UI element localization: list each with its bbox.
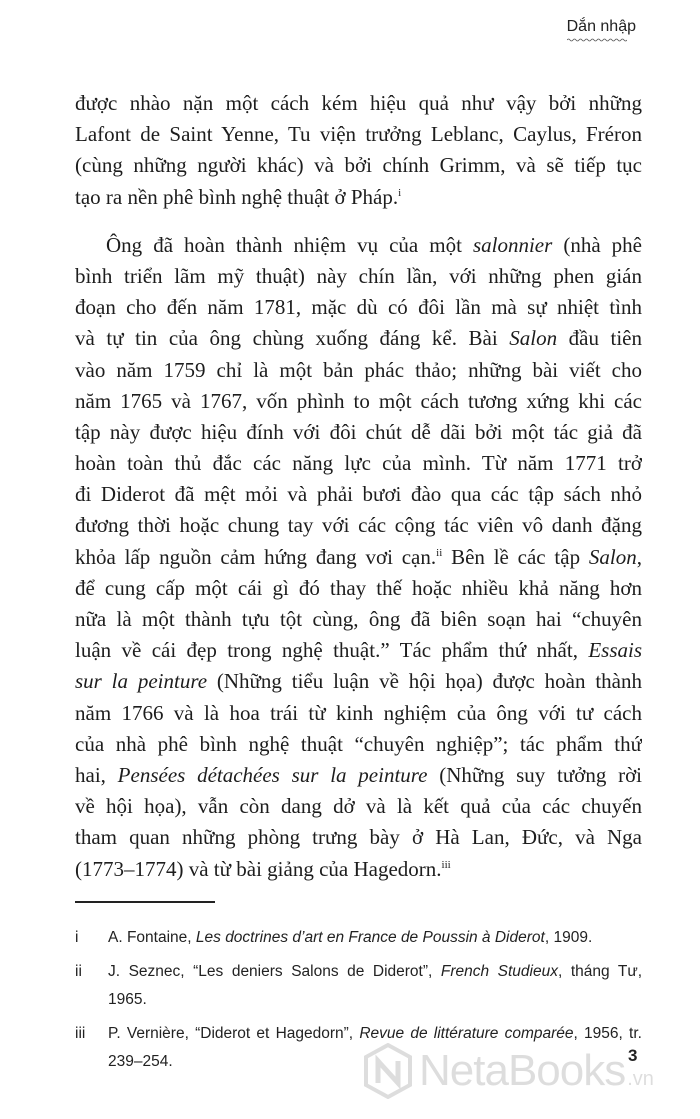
footnote-marker: i — [75, 929, 79, 946]
text-line — [75, 182, 642, 213]
text-run: Ông đã hoàn thành nhiệm vụ của một — [106, 232, 473, 257]
text-run: (Những suy tưởng rời — [427, 762, 642, 787]
text-line — [75, 88, 642, 119]
text-run: Bên lề các tập — [442, 544, 589, 569]
watermark-brand: NetaBooks — [419, 1046, 626, 1095]
text-run: để cung cấp một cái gì đó thay thế hoặc nhiều khả năng hơn — [75, 575, 642, 600]
text-run: hoàn toàn thủ đắc các năng lực của mình. Từ năm 1771 trở — [75, 451, 642, 476]
text-run: (nhà phê — [552, 232, 642, 257]
text-line — [75, 292, 642, 323]
text-run: tạo ra nền phê bình nghệ thuật ở Pháp. — [75, 184, 399, 209]
footnote-text — [108, 958, 642, 1014]
text-run: J. Seznec, “Les deniers Salons de Diderot”, — [108, 963, 441, 980]
text-line — [75, 791, 642, 822]
italic-text: salonnier — [472, 232, 553, 257]
text-run: P. Vernière, “Diderot et Hagedorn”, — [108, 1025, 360, 1042]
text-run: năm 1765 và 1767, vốn phình to một cách tương xứng khi các — [75, 388, 642, 413]
footnote-ref: i — [398, 186, 402, 199]
footnote — [75, 958, 642, 1014]
text-run: về hội họa), vẫn còn dang dở và là kết quả của các chuyến — [75, 794, 642, 819]
text-line — [75, 261, 642, 292]
text-run: (cùng những người khác) và bởi chính Grimm, và sẽ tiếp tục — [75, 153, 642, 178]
text-run: vào năm 1759 chỉ là một bản phác thảo; những bài viết cho — [75, 357, 642, 382]
text-run: , — [636, 544, 642, 569]
text-line — [75, 729, 642, 760]
text-run: được nhào nặn một cách kém hiệu quả như vậy bởi những — [75, 91, 642, 115]
text-line — [75, 510, 642, 541]
italic-text: Salon — [588, 544, 637, 569]
text-run: đoạn cho đến năm 1781, mặc dù có đôi lần mà sự nhiệt tình — [75, 295, 642, 320]
text-line — [75, 854, 642, 885]
text-run: , 1956, tr. 239–254. — [108, 1025, 642, 1070]
italic-text: Les doctrines d’art en France de Poussin à Diderot — [195, 929, 545, 946]
text-run: bình triển lãm mỹ thuật) này chín lần, với những phen gián — [75, 263, 642, 288]
footnote — [75, 924, 642, 952]
text-line — [75, 355, 642, 386]
text-line — [75, 698, 642, 729]
text-run: và tự tin của ông chùng xuống đáng kể. Bài — [75, 326, 510, 351]
text-run: năm 1766 và là hoa trái từ kinh nghiệm của ông với tư cách — [75, 700, 642, 725]
page-number: 3 — [628, 1046, 638, 1065]
watermark-suffix: .vn — [627, 1067, 654, 1090]
text-line — [75, 386, 642, 417]
text-line — [75, 150, 642, 181]
chapter-title: Dắn nhập — [566, 18, 636, 35]
text-run: tập này được hiệu đính với đôi chút dễ dãi bởi một tác giả đã — [75, 419, 642, 444]
text-line — [75, 635, 642, 666]
footnote-divider — [75, 901, 215, 903]
text-run: (1773–1774) và từ bài giảng của Hagedorn. — [75, 856, 442, 881]
text-line — [75, 119, 642, 150]
text-run: đương thời hoặc chung tay với các cộng tác viên vô danh đặng — [75, 513, 642, 538]
netabooks-logo-icon — [363, 1043, 413, 1099]
text-line — [75, 448, 642, 479]
text-line — [75, 604, 642, 635]
italic-text: Revue de littérature comparée — [359, 1025, 574, 1042]
italic-text: Essais — [588, 638, 642, 663]
italic-text: French Studieux — [440, 963, 558, 980]
running-header — [567, 18, 636, 36]
text-line — [75, 323, 642, 354]
text-line — [75, 822, 642, 853]
text-run: luận về cái đẹp trong nghệ thuật.” Tác phẩm thứ nhất, — [75, 638, 589, 663]
text-run: của nhà phê bình nghệ thuật “chuyên nghiệp”; tác phẩm thứ — [75, 731, 642, 756]
text-run: khỏa lấp nguồn cảm hứng đang vơi cạn. — [75, 544, 437, 569]
text-line — [75, 417, 642, 448]
footnote-ref: iii — [441, 858, 451, 871]
italic-text: Salon — [509, 326, 558, 351]
text-line — [75, 479, 642, 510]
text-run: hai, — [75, 762, 118, 787]
text-line — [75, 230, 642, 261]
text-run: A. Fontaine, — [108, 929, 196, 946]
text-run: đi Diderot đã mệt mỏi và phải bươi đào qua các tập sách nhỏ — [75, 482, 642, 507]
footnote-ref: ii — [436, 546, 443, 559]
text-run: , tháng Tư, 1965. — [108, 963, 643, 1008]
text-run: Lafont de Saint Yenne, Tu viện trưởng Leblanc, Caylus, Fréron — [75, 122, 642, 147]
body-text — [75, 88, 642, 885]
italic-text: sur la peinture — [75, 669, 208, 694]
watermark — [363, 1043, 654, 1099]
text-line — [75, 760, 642, 791]
text-line — [75, 666, 642, 697]
text-run: đầu tiên — [557, 326, 642, 351]
text-line — [75, 542, 642, 573]
footnote-marker: ii — [75, 963, 82, 980]
footnote-marker: iii — [75, 1025, 86, 1042]
text-run: tham quan những phòng trưng bày ở Hà Lan, Đức, và Nga — [75, 825, 642, 850]
text-run: , 1909. — [544, 929, 593, 946]
footnote-text — [108, 924, 642, 952]
text-run: (Những tiểu luận về hội họa) được hoàn thành — [207, 669, 642, 694]
paragraph-gap — [75, 213, 642, 230]
italic-text: Pensées détachées sur la peinture — [117, 762, 428, 787]
text-run: nữa là một thành tựu tột cùng, ông đã biên soạn hai “chuyên — [75, 607, 642, 631]
text-line — [75, 573, 642, 604]
wavy-underline — [567, 38, 627, 42]
